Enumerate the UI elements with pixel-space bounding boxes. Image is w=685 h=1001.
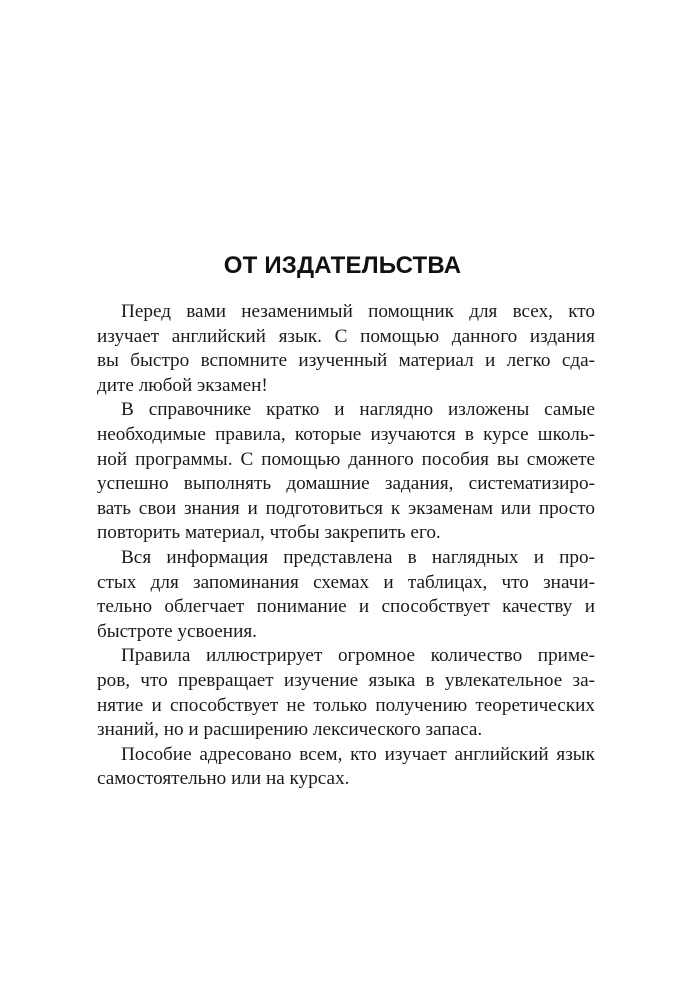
text-line: Правила иллюстрирует огромное количество приме- [121,645,595,667]
text-line: самостоятельно или на курсах. [97,768,350,790]
text-line: успешно выполнять домашние задания, систематизиро- [97,473,595,495]
text-line: быстроте усвоения. [97,620,257,642]
text-line: повторить материал, чтобы закрепить его. [97,522,441,544]
text-line: дите любой экзамен! [97,374,268,396]
text-line: Вся информация представлена в наглядных и про- [121,546,595,568]
paragraph-5 [97,743,595,792]
text-line: тельно облегчает понимание и способствует качеству и [97,596,595,618]
text-line: нятие и способствует не только получению теоретических [97,694,595,716]
text-line: вы быстро вспомните изученный материал и легко сда- [97,350,595,372]
text-line: знаний, но и расширению лексического запаса. [97,719,483,741]
text-line: Перед вами незаменимый помощник для всех, кто [121,301,595,322]
paragraph-3 [97,546,595,644]
text-line: В справочнике кратко и наглядно изложены самые [121,399,595,421]
paragraph-4 [97,644,595,742]
paragraph-2 [97,398,595,546]
text-line: Пособие адресовано всем, кто изучает английский язык [121,743,595,765]
text-line: необходимые правила, которые изучаются в курсе школь- [97,423,595,445]
text-line: стых для запоминания схемах и таблицах, что значи- [97,571,595,593]
text-line: изучает английский язык. С помощью данного издания [97,325,595,347]
body-text [97,300,595,792]
text-line: ной программы. С помощью данного пособия вы сможете [97,448,595,470]
text-line: ров, что превращает изучение языка в увлекательное за- [97,669,595,691]
page-heading: ОТ ИЗДАТЕЛЬСТВА [223,252,462,279]
text-line: вать свои знания и подготовиться к экзаменам или просто [97,497,595,519]
paragraph-1 [97,300,595,398]
